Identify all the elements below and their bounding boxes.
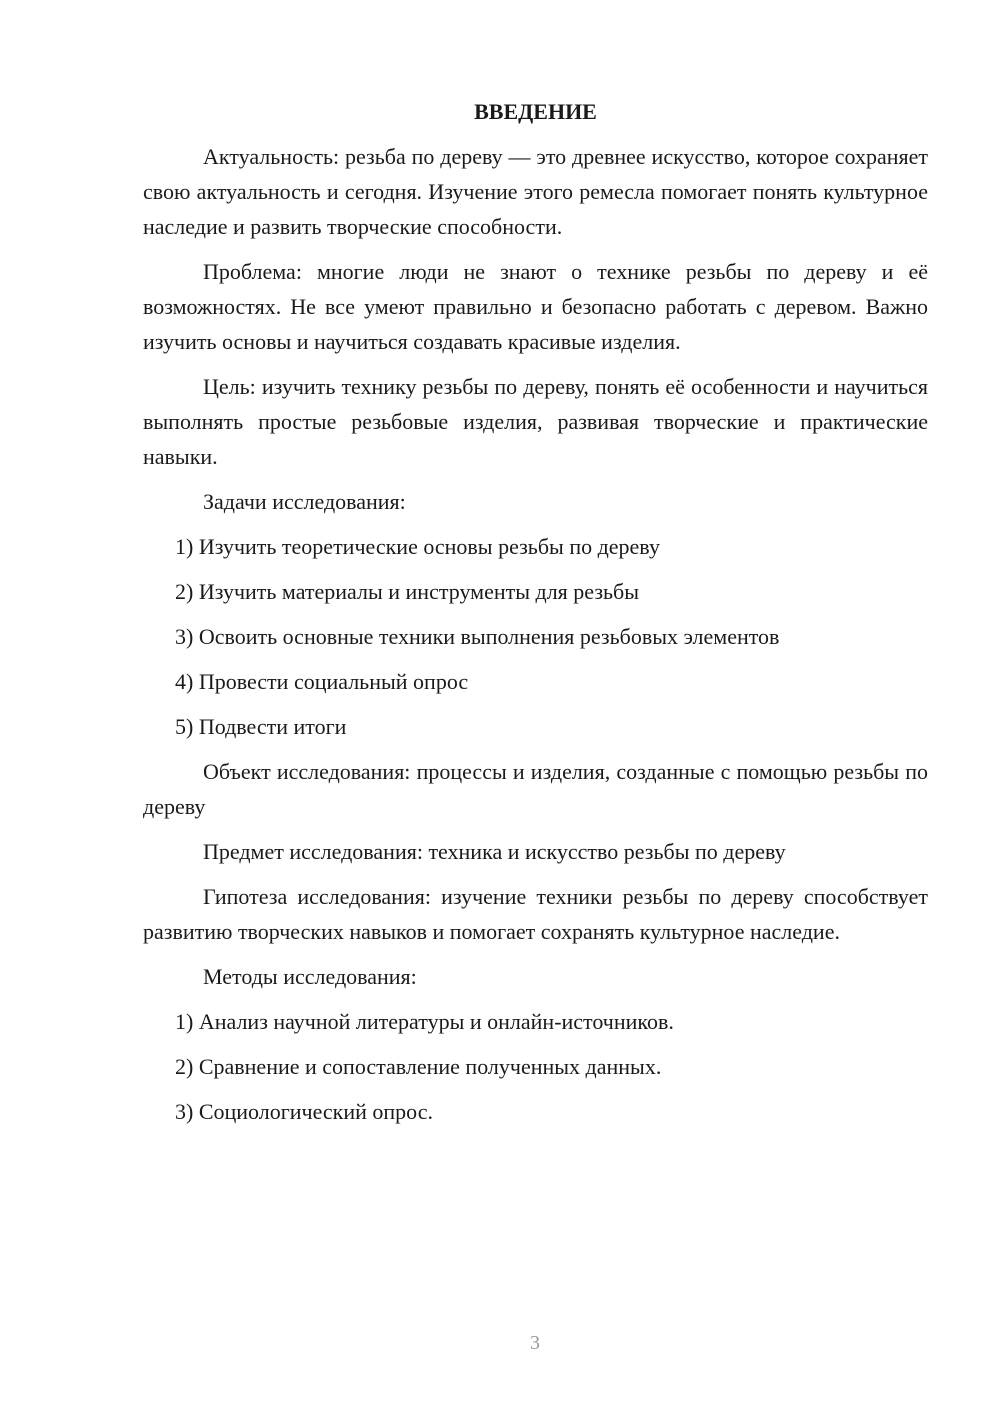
task-item: 4) Провести социальный опрос [175,669,469,694]
object-paragraph: Объект исследования: процессы и изделия, созданные с помощью резьбы по дереву [143,759,928,819]
task-item: 1) Изучить теоретические основы резьбы по дереву [175,534,660,559]
tasks-heading: Задачи исследования: [203,489,406,514]
page-number: 3 [530,1332,540,1354]
subject-paragraph: Предмет исследования: техника и искусство резьбы по дереву [203,839,786,864]
method-item: 3) Социологический опрос. [175,1099,433,1124]
document-page [143,94,928,1139]
task-item: 5) Подвести итоги [175,714,347,739]
problem-paragraph: Проблема: многие люди не знают о технике резьбы по дереву и её возможностях. Не все умеют правильно и безопасно работать с деревом. Важно изучить основы и научиться создавать красивые изделия. [143,259,928,354]
method-item: 2) Сравнение и сопоставление полученных данных. [175,1054,662,1079]
task-item: 3) Освоить основные техники выполнения резьбовых элементов [175,624,780,649]
relevance-paragraph: Актуальность: резьба по дереву — это древнее искусство, которое сохраняет свою актуальность и сегодня. Изучение этого ремесла помогает понять культурное наследие и развить творческие способности. [143,144,928,239]
task-item: 2) Изучить материалы и инструменты для резьбы [175,579,640,604]
methods-heading: Методы исследования: [203,964,417,989]
goal-paragraph: Цель: изучить технику резьбы по дереву, понять её особенности и научиться выполнять простые резьбовые изделия, развивая творческие и практические навыки. [143,374,928,469]
hypothesis-paragraph: Гипотеза исследования: изучение техники резьбы по дереву способствует развитию творческих навыков и помогает сохранять культурное наследие. [143,884,928,944]
method-item: 1) Анализ научной литературы и онлайн-источников. [175,1009,674,1034]
methods-list [143,1004,928,1129]
tasks-list [143,529,928,744]
page-title: ВВЕДЕНИЕ [474,99,597,124]
